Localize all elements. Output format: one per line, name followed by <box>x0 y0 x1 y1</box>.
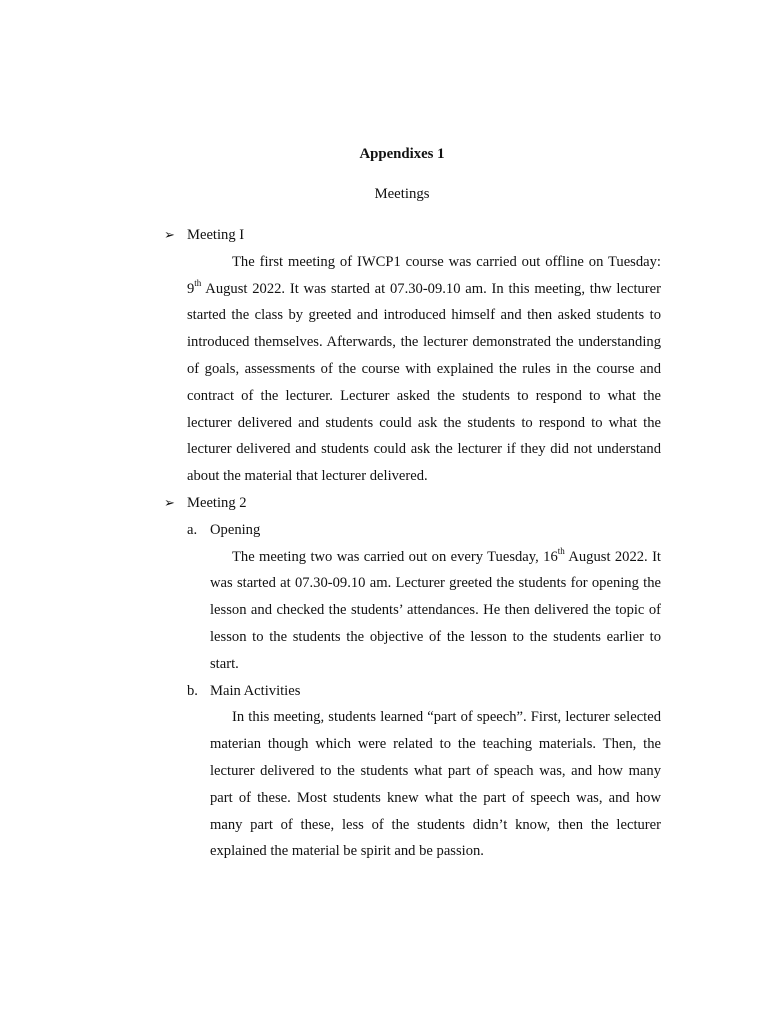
main-activities-heading-text: Main Activities <box>210 682 301 699</box>
arrow-bullet-icon: ➢ <box>164 494 175 510</box>
main-activities-paragraph: In this meeting, students learned “part of speech”. First, lecturer selected materian though which were related to the teaching materials. Then, the lecturer delivered to the students what part of speach was, and how many part of these. Most students knew what the part of speech was, and how many part of these, less of the students didn’t know, then the lecturer explained the material be spirit and be passion. <box>210 709 661 860</box>
opening-text-part-b: August 2022. It was started at 07.30-09.10 am. Lecturer greeted the students for opening the lesson and checked the students’ attendances. He then delivered the topic of lesson to the students the objective of the lesson to the students earlier to start. <box>210 548 661 672</box>
main-activities-letter: b. <box>187 682 198 699</box>
main-activities-heading <box>164 678 661 705</box>
page-subtitle: Meetings <box>374 186 430 202</box>
opening-date-superscript: th <box>557 545 565 556</box>
meeting-1-text-part-b: August 2022. It was started at 07.30-09.10 am. In this meeting, thw lecturer started the class by greeted and introduced himself and then asked students to introduced themselves. Afterwards, the lecturer demonstrated the understanding of goals, assessments of the course with explained the rules in the course and contract of the lecturer. Lecturer asked the students to respond to what the lecturer delivered and students could ask the students to respond to what the lecturer delivered and students could ask the lecturer if they did not understand about the material that lecturer delivered. <box>187 280 661 485</box>
page-title: Appendixes 1 <box>359 146 445 162</box>
meeting-1-paragraph <box>187 249 661 490</box>
arrow-bullet-icon: ➢ <box>164 227 175 242</box>
meeting-1-heading-text: Meeting I <box>187 227 245 243</box>
meeting-1-text-part-a: The first meeting of IWCP1 course was carried out offline on Tuesday: 9 <box>187 253 661 297</box>
opening-heading <box>164 517 661 544</box>
document-body <box>164 222 661 865</box>
meeting-2-heading-text: Meeting 2 <box>187 494 247 511</box>
opening-paragraph <box>210 544 661 678</box>
meeting-1-heading <box>164 222 661 249</box>
opening-letter: a. <box>187 521 198 538</box>
opening-heading-text: Opening <box>210 521 261 538</box>
meeting-1-date-superscript: th <box>194 277 202 288</box>
opening-text-part-a: The meeting two was carried out on every Tuesday, 16 <box>232 548 558 565</box>
meeting-2-heading <box>164 490 661 517</box>
